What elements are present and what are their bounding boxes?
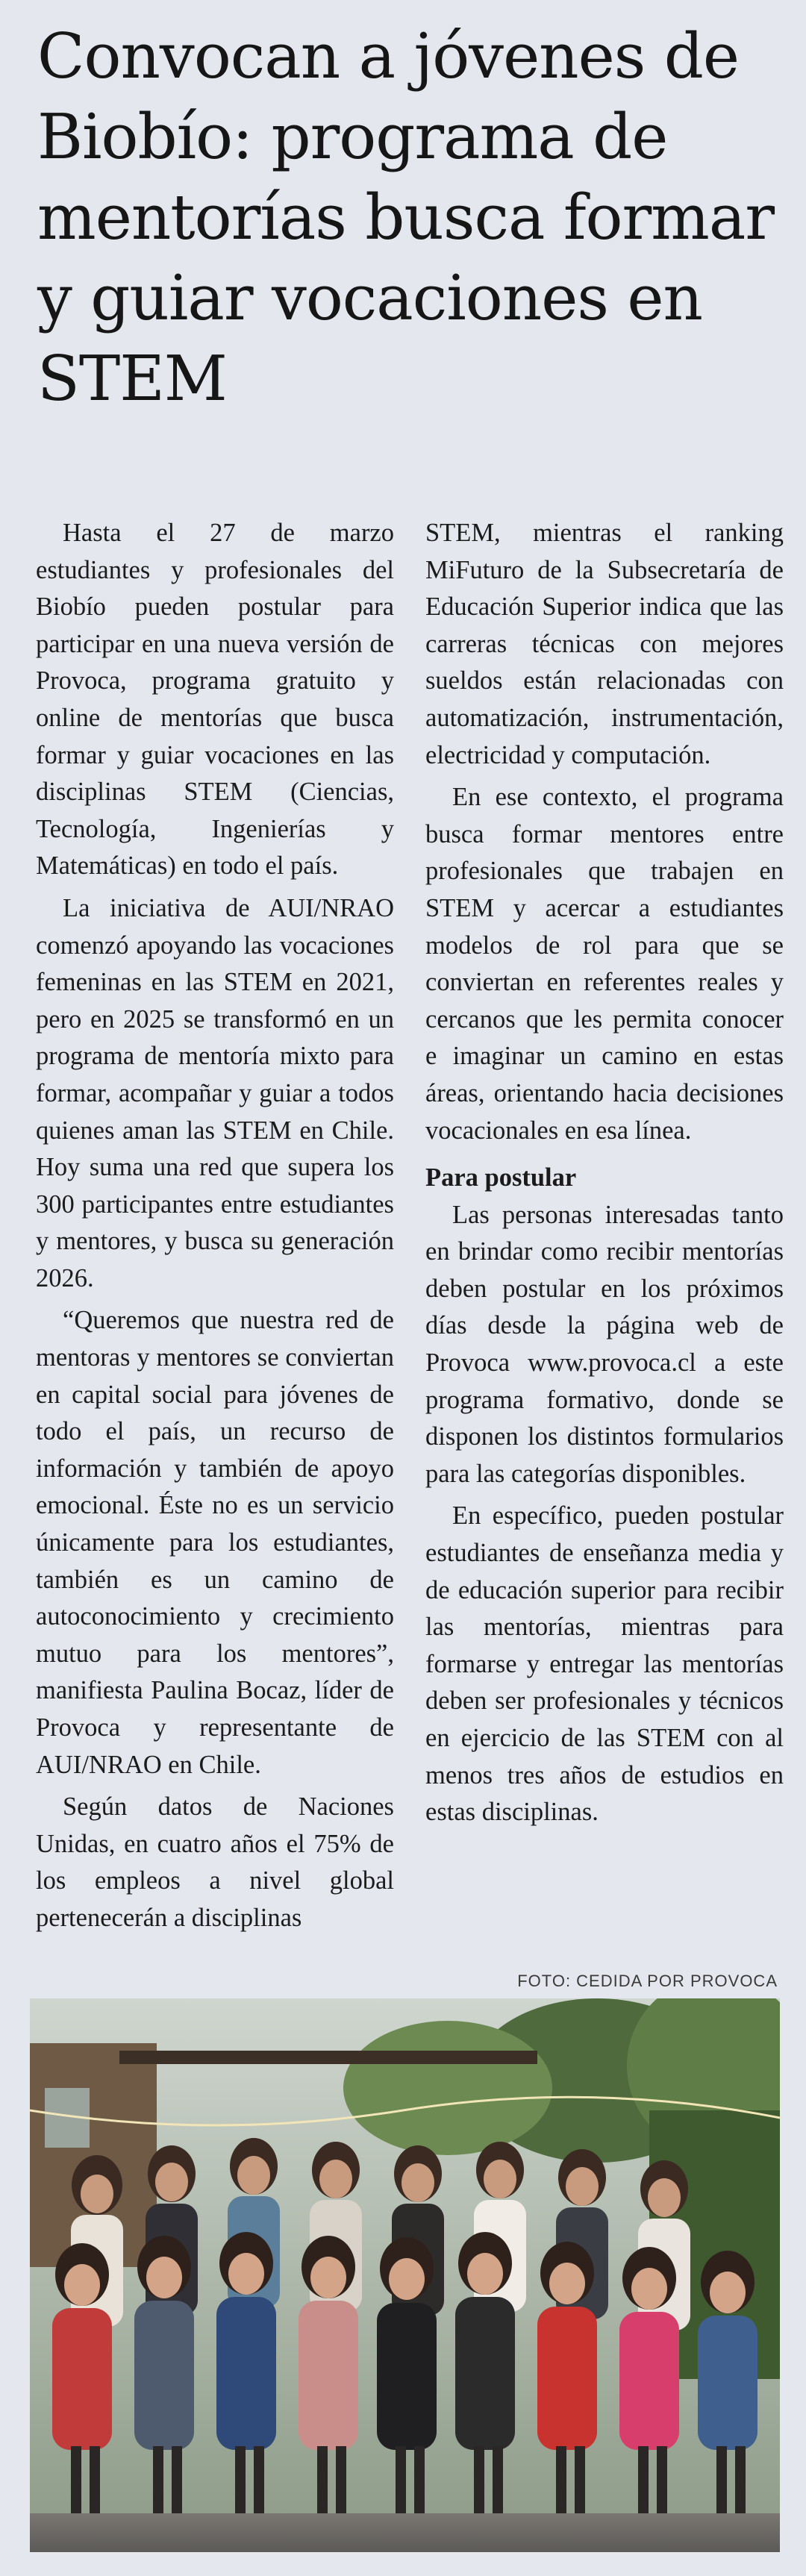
body-paragraph: Las personas interesadas tanto en brindar como recibir mentorías deben postular en los próximos días desde la página web de Provoca www.provoca.cl a este programa formativo, donde se disponen los distintos formularios para las categorías disponibles. bbox=[425, 1200, 784, 1488]
section-subheading: Para postular bbox=[425, 1163, 577, 1192]
group-photo bbox=[30, 1998, 780, 2552]
text-column-right bbox=[425, 515, 784, 1836]
photo-credit: FOTO: CEDIDA POR PROVOCA bbox=[517, 1972, 778, 1990]
body-paragraph: En ese contexto, el programa busca formar mentores entre profesionales que trabajen en STEM y acercar a estudiantes modelos de rol para que se conviertan en referentes reales y cercanos que les permita conocer e imaginar un camino en estas áreas, orientando hacia decisiones vocacionales en esa línea. bbox=[425, 783, 784, 1145]
body-paragraph: Según datos de Naciones Unidas, en cuatro años el 75% de los empleos a nivel global pertenecerán a disciplinas bbox=[36, 1792, 394, 1932]
body-paragraph: La iniciativa de AUI/NRAO comenzó apoyando las vocaciones femeninas en las STEM en 2021, pero en 2025 se transformó en un programa de mentoría mixto para formar, acompañar y guiar a todos quienes aman las STEM en Chile. Hoy suma una red que supera los 300 participantes entre estudiantes y mentores, y busca su generación 2026. bbox=[36, 893, 394, 1292]
article-headline: Convocan a jóvenes de Biobío: programa de mentorías busca formar y guiar vocaciones en STEM bbox=[37, 20, 775, 415]
body-paragraph: “Queremos que nuestra red de mentoras y mentores se conviertan en capital social para jóvenes de todo el país, un recurso de información y también de apoyo emocional. Éste no es un servicio únicamente para los estudiantes, también es un camino de autoconocimiento y crecimiento mutuo para los mentores”, manifiesta Paulina Bocaz, líder de Provoca y representante de AUI/NRAO en Chile. bbox=[36, 1306, 394, 1779]
body-paragraph: En específico, pueden postular estudiantes de enseñanza media y de educación superior para recibir las mentorías, mientras para formarse y entregar las mentorías deben ser profesionales y técnicos en ejercicio de las STEM con al menos tres años de estudios en estas disciplinas. bbox=[425, 1501, 784, 1827]
body-paragraph: Hasta el 27 de marzo estudiantes y profesionales del Biobío pueden postular para participar en una nueva versión de Provoca, programa gratuito y online de mentorías que busca formar y guiar vocaciones en las disciplinas STEM (Ciencias, Tecnología, Ingenierías y Matemáticas) en todo el país. bbox=[36, 519, 394, 881]
body-paragraph-continued: STEM, mientras el ranking MiFuturo de la Subsecretaría de Educación Superior indica que las carreras técnicas con mejores sueldos están relacionadas con automatización, instrumentación, electricidad y computación. bbox=[425, 519, 784, 769]
text-column-left bbox=[36, 515, 394, 1942]
